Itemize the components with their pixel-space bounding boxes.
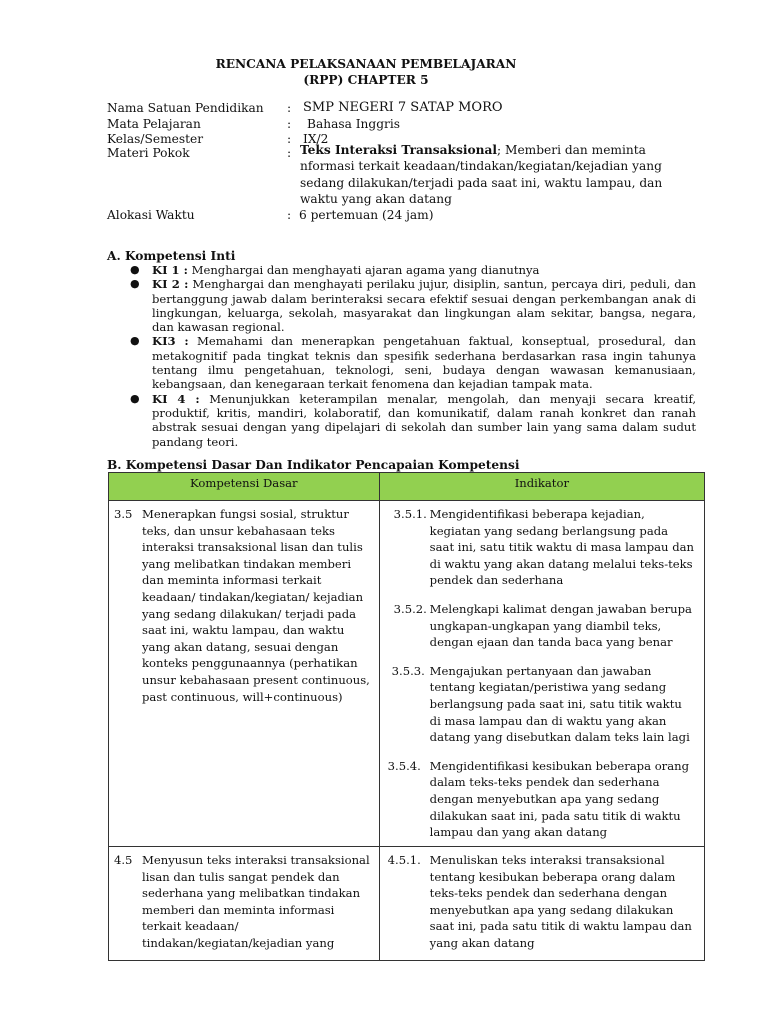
ki-label: KI 4 :	[152, 391, 200, 406]
indicator-number: 3.5.3.	[391, 663, 425, 678]
identity-value: 6 pertemuan (24 jam)	[299, 208, 434, 222]
identity-value: IX/2	[303, 132, 329, 146]
document-subtitle: (RPP) CHAPTER 5	[303, 73, 429, 87]
indicator-cell	[379, 501, 704, 847]
identity-label: Alokasi Waktu	[107, 208, 195, 222]
indicator-entry	[388, 758, 694, 841]
indicator-text: Melengkapi kalimat dengan jawaban berupa ungkapan-ungkapan yang diambil teks, dengan ejaan dan tanda baca yang benar	[429, 601, 692, 650]
indicator-text: Mengidentifikasi beberapa kejadian, kegiatan yang sedang berlangsung pada saat ini, satu titik waktu di masa lampau dan di waktu yang akan datang melalui teks-teks pendek dan sederhana	[429, 507, 695, 588]
indicator-text: Mengidentifikasi kesibukan beberapa orang dalam teks-teks pendek dan sederhana dengan menyebutkan apa yang sedang dilakukan saat ini, pada satu titik di waktu lampau dan yang akan datang	[429, 758, 690, 840]
bullet-icon: ●	[130, 334, 140, 348]
identity-colon: :	[287, 117, 292, 131]
identity-colon: :	[287, 132, 292, 146]
identity-label: Kelas/Semester	[107, 132, 204, 146]
section-b-heading: B. Kompetensi Dasar Dan Indikator Pencapaian Kompetensi	[107, 458, 520, 472]
ki-list	[130, 263, 696, 449]
indicator-text: Menuliskan teks interaksi transaksional tentang kesibukan beberapa orang dalam teks-teks pendek dan sederhana dengan menyebutkan apa yang sedang dilakukan saat ini, pada satu titik di waktu lampau dan yang akan datang	[429, 853, 692, 950]
identity-value: Bahasa Inggris	[307, 117, 400, 131]
ki-item	[130, 277, 696, 334]
ki-text: Menunjukkan keterampilan menalar, mengolah, dan menyaji secara kreatif, produktif, kritis, mandiri, kolaboratif, dan komunikatif, dalam ranah konkret dan ranah abstrak sesuai dengan yang dipelajari di sekolah dan sumber lain yang sama dalam sudut pandang teori.	[152, 391, 697, 449]
kd-text: Menyusun teks interaksi transaksional lisan dan tulis sangat pendek dan sederhana yang melibatkan tindakan memberi dan meminta informasi terkait keadaan/ tindakan/kegiatan/kejadian yang	[142, 853, 370, 950]
section-a-heading: A. Kompetensi Inti	[107, 249, 236, 263]
identity-colon: :	[287, 146, 292, 160]
table-row	[109, 847, 705, 961]
ki-label: KI3 :	[152, 334, 189, 349]
indicator-entry	[388, 852, 694, 952]
kd-cell	[109, 501, 380, 847]
materi-pokok-value	[300, 142, 700, 208]
document-title: RENCANA PELAKSANAAN PEMBELAJARAN	[215, 57, 517, 71]
bullet-icon: ●	[130, 263, 140, 276]
indicator-number: 3.5.2.	[393, 601, 427, 616]
indicator-entry	[394, 506, 694, 589]
ki-item	[130, 263, 696, 277]
ki-text: Menghargai dan menghayati perilaku jujur, disiplin, santun, percaya diri, peduli, dan bertanggung jawab dalam berinteraksi secara efektif sesuai dengan perkembangan anak di lingkungan, keluarga, sekolah, masyarakat dan lingkungan alam sekitar, bangsa, negara, dan kawasan regional.	[152, 277, 696, 335]
indicator-cell	[379, 847, 704, 961]
ki-text: Memahami dan menerapkan pengetahuan faktual, konseptual, prosedural, dan metakognitif pada tingkat teknis dan spesifik sederhana berdasarkan rasa ingin tahunya tentang ilmu pengetahuan, teknologi, seni, budaya dengan wawasan kemanusiaan, kebangsaan, dan kenegaraan terkait fenomena dan kejadian tampak mata.	[152, 334, 696, 392]
table-row	[109, 501, 705, 847]
kd-number: 3.5	[114, 507, 133, 521]
indicator-number: 3.5.1.	[393, 507, 427, 521]
identity-label: Nama Satuan Pendidikan	[107, 101, 264, 115]
indicator-entry	[392, 663, 694, 746]
ki-label: KI 1 :	[152, 263, 188, 277]
identity-colon: :	[287, 208, 292, 222]
kd-entry	[114, 506, 373, 705]
indicator-entry	[394, 601, 694, 651]
ki-item	[130, 334, 696, 391]
indicator-number: 3.5.4.	[387, 758, 421, 773]
ki-text: Menghargai dan menghayati ajaran agama yang dianutnya	[191, 263, 540, 277]
materi-rest: ; Memberi dan meminta nformasi terkait keadaan/tindakan/kegiatan/kejadian yang sedang dilakukan/terjadi pada saat ini, waktu lampau, dan waktu yang akan datang	[300, 143, 663, 207]
table-header-kd: Kompetensi Dasar	[109, 473, 380, 501]
kd-entry	[114, 852, 373, 952]
kd-number: 4.5	[114, 853, 133, 867]
ki-item	[130, 392, 696, 449]
identity-label: Mata Pelajaran	[107, 117, 201, 131]
materi-bold: Teks Interaksi Transaksional	[300, 143, 497, 157]
bullet-icon: ●	[130, 277, 140, 291]
indicator-number: 4.5.1.	[387, 853, 421, 867]
kd-cell	[109, 847, 380, 961]
bullet-icon: ●	[130, 391, 140, 405]
indicator-text: Mengajukan pertanyaan dan jawaban tentang kegiatan/peristiwa yang sedang berlangsung pada saat ini, satu titik waktu di masa lampau dan di waktu yang akan datang yang disebutkan dalam teks lain lagi	[429, 663, 690, 745]
kd-text: Menerapkan fungsi sosial, struktur teks, dan unsur kebahasaan teks interaksi transaksional lisan dan tulis yang melibatkan tindakan memberi dan meminta informasi terkait keadaan/ tindakan/kegiatan/ kejadian yang sedang dilakukan/ terjadi pada saat ini, waktu lampau, dan waktu yang akan datang, sesuai dengan konteks penggunaannya (perhatikan unsur kebahasaan present continuous, past continuous, will+continuous)	[142, 507, 370, 704]
ki-label: KI 2 :	[152, 277, 189, 292]
identity-value: SMP NEGERI 7 SATAP MORO	[303, 100, 503, 115]
kd-indicator-table	[108, 472, 705, 961]
identity-label: Materi Pokok	[107, 146, 190, 160]
table-header-row	[109, 473, 705, 501]
identity-colon: :	[287, 101, 292, 115]
table-header-indikator: Indikator	[379, 473, 704, 501]
